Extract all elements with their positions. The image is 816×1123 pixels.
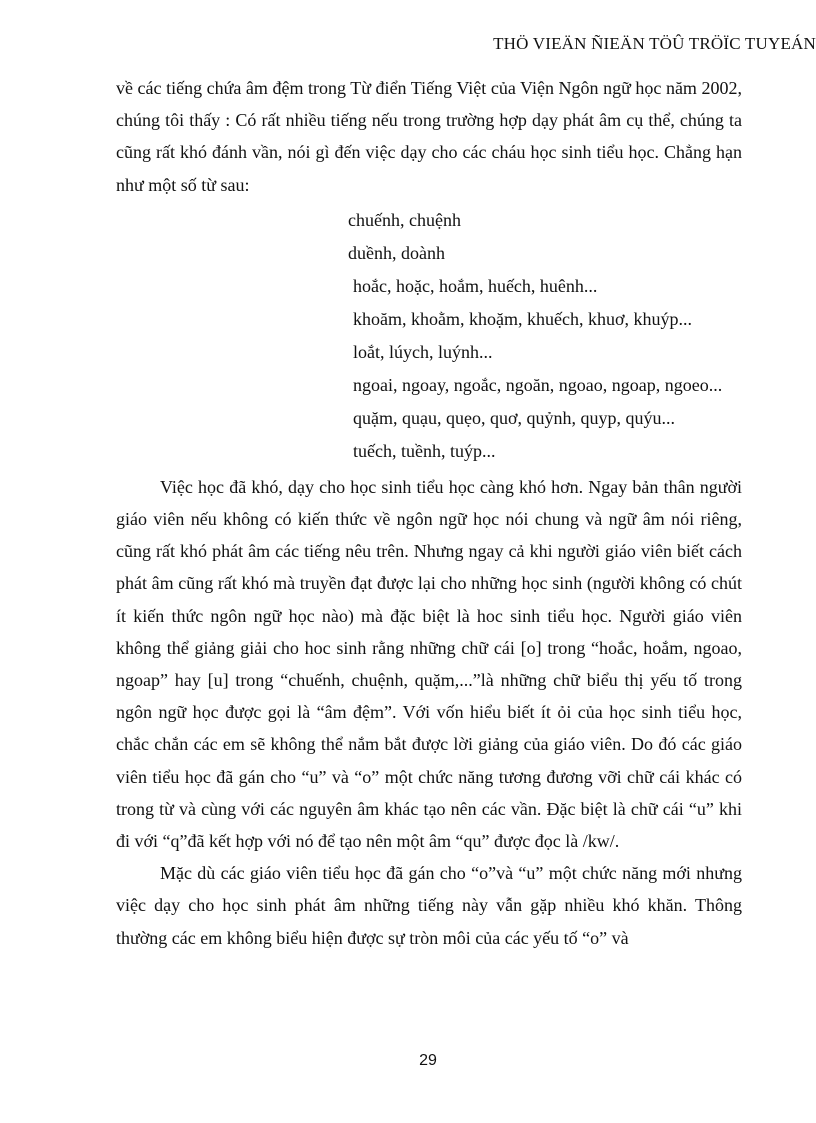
body-paragraph: Mặc dù các giáo viên tiểu học đã gán cho “o”và “u” một chức năng mới nhưng việc dạy cho học sinh phát âm những tiếng này vẫn gặp nhiều khó khăn. Thông thường các em không biểu hiện được sự tròn môi của các yếu tố “o” và [116,863,742,948]
example-line: ngoai, ngoay, ngoắc, ngoăn, ngoao, ngoap, ngoeo... [353,374,723,395]
page-body [116,72,742,954]
running-header: THÖ VIEÄN ÑIEÄN TÖÛ TRÖÏC TUYEÁN [493,34,816,53]
example-line: loắt, lúych, luýnh... [353,341,493,362]
example-line: hoắc, hoặc, hoắm, huếch, huênh... [353,275,598,296]
intro-paragraph: về các tiếng chứa âm đệm trong Từ điển Tiếng Việt của Viện Ngôn ngữ học năm 2002, chúng tôi thấy : Có rất nhiều tiếng nếu trong trường hợp dạy phát âm cụ thể, chúng ta cũng rất khó đánh vần, nói gì đến việc dạy cho các cháu học sinh tiểu học. Chẳng hạn như một số từ sau: [116,78,742,195]
example-line: tuếch, tuềnh, tuýp... [353,440,496,461]
example-line: duềnh, doành [348,242,445,263]
example-line: chuếnh, chuệnh [348,209,461,230]
page-number: 29 [419,1052,437,1069]
example-word-list [116,204,742,468]
body-paragraph: Việc học đã khó, dạy cho học sinh tiểu học càng khó hơn. Ngay bản thân người giáo viên nếu không có kiến thức về ngôn ngữ học nói chung và ngữ âm nói riêng, cũng rất khó phát âm các tiếng nêu trên. Nhưng ngay cả khi người giáo viên biết cách phát âm cũng rất khó mà truyền đạt được lại cho những học sinh (người không có chút ít kiến thức ngôn ngữ học nào) mà đặc biệt là hoc sinh tiểu học. Người giáo viên không thể giảng giải cho hoc sinh rằng những chữ cái [o] trong “hoắc, hoắm, ngoao, ngoap” hay [u] trong “chuếnh, chuệnh, quặm,...”là những chữ biểu thị yếu tố trong ngôn ngữ học được gọi là “âm đệm”. Với vốn hiểu biết ít ỏi của học sinh tiểu học, chắc chắn các em sẽ không thể nắm bắt được lời giảng của giáo viên. Do đó các giáo viên tiểu học đã gán cho “u” và “o” một chức năng tương đương vỡi chữ cái khác có trong từ và cùng với các nguyên âm khác tạo nên các vần. Đặc biệt là chữ cái “u” khi đi với “q”đã kết hợp với nó để tạo nên một âm “qu” được đọc là /kw/. [116,476,742,852]
example-line: quặm, quạu, quẹo, quơ, quỷnh, quyp, quýu... [353,407,675,428]
example-line: khoăm, khoằm, khoặm, khuếch, khuơ, khuýp... [353,308,692,329]
